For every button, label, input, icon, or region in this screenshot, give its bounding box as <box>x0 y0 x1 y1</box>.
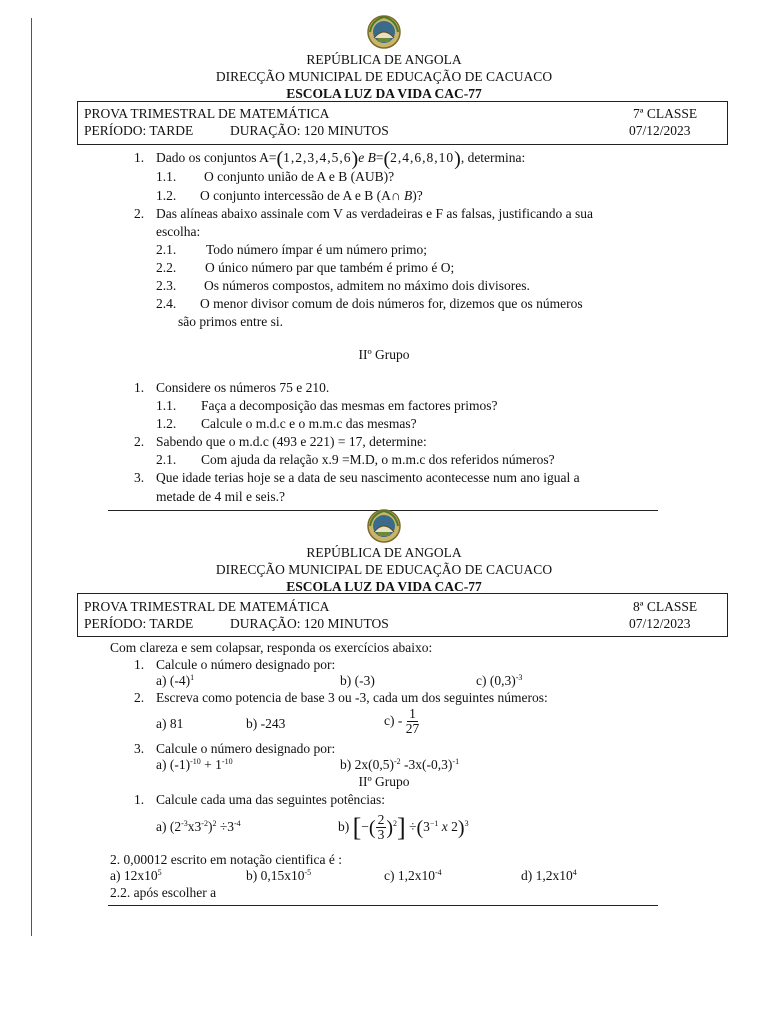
header-directorate: DIRECÇÃO MUNICIPAL DE EDUCAÇÃO DE CACUACO <box>215 562 553 577</box>
subquestion-1-2: Calcule o m.d.c e o m.m.c das mesmas? <box>201 416 417 431</box>
header-directorate: DIRECÇÃO MUNICIPAL DE EDUCAÇÃO DE CACUACO <box>215 69 553 84</box>
subquestion-number: 1.1. <box>156 169 177 184</box>
option-d: d) $1,2x10^4$ <box>521 868 577 883</box>
group2-question-3-line1: Que idade terias hoje se a data de seu nascimento acontecesse num ano igual a <box>156 470 580 485</box>
exam-date: 07/12/2023 <box>629 616 691 631</box>
subquestion-2-2: 2.2. após escolher a <box>110 885 217 900</box>
subquestion-number: 2.2. <box>156 260 177 275</box>
question-number: 2. <box>134 690 145 705</box>
exam-title: PROVA TRIMESTRAL DE MATEMÁTICA <box>84 106 330 121</box>
option-c: c) $(0,3)^{-3}$ <box>476 673 523 688</box>
subquestion-1-1: O conjunto união de A e B (AUB)? <box>204 169 395 184</box>
subquestion-number: 2.3. <box>156 278 177 293</box>
question-2-line2: escolha: <box>156 224 201 239</box>
question-number: 1. <box>134 380 145 395</box>
header-republic: REPÚBLICA DE ANGOLA <box>306 52 462 67</box>
group-heading: IIº Grupo <box>358 774 410 789</box>
exam-date: 07/12/2023 <box>629 123 691 138</box>
option-a: a) $(2^{-3}x3^{-2})^2 \div 3^{-4}$ <box>156 819 241 834</box>
subquestion-2-1: Todo número ímpar é um número primo; <box>206 242 428 257</box>
question-number: 2. <box>134 434 145 449</box>
group2-question-2: Sabendo que o m.d.c (493 e 221) = 17, determine: <box>156 434 427 449</box>
subquestion-number: 1.1. <box>156 398 177 413</box>
subquestion-number: 2.4. <box>156 296 177 311</box>
header-republic: REPÚBLICA DE ANGOLA <box>306 545 462 560</box>
subquestion-2-1: Com ajuda da relação x.9 =M.D, o m.m.c dos referidos números? <box>201 452 555 467</box>
instructions: Com clareza e sem colapsar, responda os exercícios abaixo: <box>110 640 433 655</box>
subquestion-2-4-cont: são primos entre si. <box>178 314 283 329</box>
subquestion-number: 2.1. <box>156 452 177 467</box>
option-a: a) 81 <box>156 716 184 731</box>
fraction: $\frac{1}{27}$ <box>405 706 420 737</box>
subquestion-number: 1.2. <box>156 188 177 203</box>
option-a: a) $(-1)^{-10} + 1^{-10}$ <box>156 757 233 772</box>
subquestion-number: 1.2. <box>156 416 177 431</box>
question-1: Calcule o número designado por: <box>156 657 336 672</box>
option-b: b) -243 <box>246 716 286 731</box>
option-a: a) $12x10^5$ <box>110 868 162 883</box>
header-school: ESCOLA LUZ DA VIDA CAC-77 <box>286 579 482 594</box>
option-b: b) [−( $\frac{2}{3}$ )$^2] \div(3^{-1}$ x 2)$^3$ <box>338 812 469 843</box>
subquestion-2-3: Os números compostos, admitem no máximo dois divisores. <box>204 278 530 293</box>
subquestion-1-1: Faça a decomposição das mesmas em factores primos? <box>201 398 498 413</box>
group-heading: IIº Grupo <box>358 347 410 362</box>
exam-period: PERÍODO: TARDE <box>84 123 194 138</box>
question-3: Calcule o número designado por: <box>156 741 336 756</box>
separator-line <box>108 905 658 906</box>
exam-period: PERÍODO: TARDE <box>84 616 194 631</box>
question-number: 3. <box>134 741 145 756</box>
option-b: b) $0,15x10^{-5}$ <box>246 868 312 883</box>
option-c: c) - $\frac{1}{27}$ <box>384 706 420 737</box>
option-c: c) $1,2x10^{-4}$ <box>384 868 442 883</box>
subquestion-1-2: O conjunto intercessão de A e B (A∩ B)? <box>200 188 423 203</box>
question-number: 1. <box>134 792 145 807</box>
question-number: 1. <box>134 150 145 165</box>
question-number: 2. <box>134 206 145 221</box>
angola-emblem-icon <box>366 14 402 50</box>
option-b: b) (-3) <box>340 673 375 688</box>
question-number: 3. <box>134 470 145 485</box>
fraction: $\frac{2}{3}$ <box>377 812 385 843</box>
subquestion-number: 2.1. <box>156 242 177 257</box>
exam-class: 7ª CLASSE <box>633 106 698 121</box>
option-b: b) $2x(0,5)^{-2}$ $-3x(-0,3)^{-1}$ <box>340 757 460 772</box>
subquestion-2-2: O único número par que também é primo é O; <box>205 260 455 275</box>
group2-question-3-line2: metade de 4 mil e seis.? <box>156 489 285 504</box>
angola-emblem-icon <box>366 508 402 544</box>
question-number: 1. <box>134 657 145 672</box>
exam-duration: DURAÇÃO: 120 MINUTOS <box>230 123 389 138</box>
question-2-notation: 2. 0,00012 escrito em notação cientifica é : <box>110 852 343 867</box>
option-a: a) $(-4)^1$ <box>156 673 195 688</box>
exam-duration: DURAÇÃO: 120 MINUTOS <box>230 616 389 631</box>
page-margin-line <box>31 18 32 936</box>
group2-question-1: Calcule cada uma das seguintes potências: <box>156 792 386 807</box>
question-1: Dado os conjuntos A=(1,2,3,4,5,6)e B=(2,4,6,8,10), determina: <box>156 147 526 170</box>
question-2-line1: Das alíneas abaixo assinale com V as verdadeiras e F as falsas, justificando a sua <box>156 206 593 221</box>
exam-class: 8ª CLASSE <box>633 599 698 614</box>
header-school: ESCOLA LUZ DA VIDA CAC-77 <box>286 86 482 101</box>
subquestion-2-4: O menor divisor comum de dois números for, dizemos que os números <box>200 296 583 311</box>
exam-title: PROVA TRIMESTRAL DE MATEMÁTICA <box>84 599 330 614</box>
group2-question-1: Considere os números 75 e 210. <box>156 380 330 395</box>
question-2: Escreva como potencia de base 3 ou -3, cada um dos seguintes números: <box>156 690 548 705</box>
